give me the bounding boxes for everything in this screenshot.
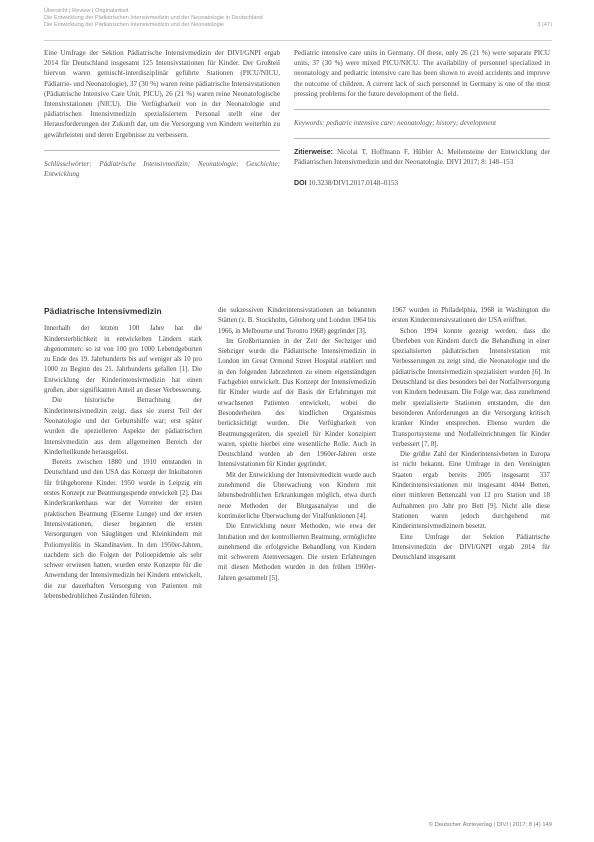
citation-divider — [294, 138, 550, 139]
abstract-english — [294, 48, 550, 198]
abstract-divider-left — [44, 150, 280, 151]
body-paragraph: Bereits zwischen 1880 und 1910 entstanden in Deutschland und den USA das Konzept der Inkubatoren für frühgeborene Kinder. 1950 wurde in Leipzig ein erstes Konzept zur Beatmungsspende entwickelt [2]. Das Kinderkrankenhaus war der Vorreiter der ersten praktischen Beatmung (Eiserne Lunge) und der ersten Intensivstationen, dieser begannen die ersten Versorgungen von Säuglingen und Kleinkindern mit Poliomyelitis in Skandinavien. In den 1950er-Jahren, nachdem sich die Folgen der Polioepidemie als sehr schwer erwiesen hatten, wurden erste Konzepte für die Anwendung der Intensivmedizin bei Kindern entwickelt, die zur dauerhaften Versorgung von Patienten mit lebensbedrohlichen Zuständen führten. — [44, 459, 202, 601]
citation — [294, 147, 550, 167]
abstract-divider-right — [294, 109, 550, 110]
header-line-2: Die Entwicklung der Pädiatrischen Intensivmedizin und der Neonatologie in Deutschland — [44, 15, 263, 21]
body-paragraph: Die historische Betrachtung der Kinderintensivmedizin zeigt, dass sie zuerst Teil der Neonatologie und der Geburtshilfe war; erst später wurden die spezielleren Aspekte der pädiatrischen Intensivmedizin aus dem allgemeinen Bereich der Kinderheilkunde herausgelöst. — [44, 397, 202, 456]
header-line-3 — [44, 22, 552, 29]
body-paragraph: Die größte Zahl der Kinderintensivbetten in Europa ist nicht bekannt. Eine Umfrage in den Vereinigten Staaten ergab bereits 2005 insgesamt 337 Kinderintensivstationen mit insgesamt 4044 Betten, einer mittleren Bettenzahl von 12 pro Station und 18 Aufnahmen pro Jahr pro Bett [9]. Nicht alle diese Stationen waren jedoch durchgehend mit Kinderintensivmedizinern besetzt. — [392, 451, 550, 531]
body-column-2 — [218, 306, 376, 584]
body-paragraph: Im Großbritannien in der Zeit der Sechziger und Siebziger wurde die Pädiatrische Intensivmedizin in London im Great Ormond Street Hospital etabliert und in den folgenden Jahrzehnten zu einem eigenständigen Fachgebiet entwickelt. Das Konzept der Intensivmedizin für Kinder wurde auf der Basis der Erfahrungen mit erwachsenen Patienten entwickelt, wobei die Besonderheiten des kindlichen Organismus berücksichtigt wurden. Die Verfügbarkeit von Beatmungsgeräten, die speziell für Kinder konzipiert waren, spielte hierbei eine wesentliche Rolle. Auch in Deutschland wurden ab den 1960er-Jahren erste Intensivstationen für Kinder gegründet. — [218, 337, 376, 469]
body-paragraph: Die Entwicklung neuer Methoden, wie etwa der Intubation und der kontrollierten Beatmung, ermöglichte zunehmend die erfolgreiche Behandlung von Kindern mit schwerem Atemversagen. Die ersten Erfahrungen mit diesen Methoden wurden in den frühen 1960er-Jahren gesammelt [5]. — [218, 523, 376, 582]
body-paragraph: Mit der Entwicklung der Intensivmedizin wurde auch zunehmend die Überwachung von Kindern mit lebensbedrohlichen Erkrankungen möglich, etwa durch neue Methoden der Blutgasanalyse und die kontinuierliche Überwachung der Vitalfunktionen [4]. — [218, 471, 376, 520]
body-paragraph: die sukzessiven Kinderintensivstationen an bekannten Stätten (z. B. Stockholm, Göteborg und London 1964 bis 1966, in Melbourne und Toronto 1968) gegründet [3]. — [218, 307, 376, 335]
page-footer: © Deutscher Ärzteverlag | DIVI | 2017; 8 (4) 149 — [428, 822, 552, 828]
doi-label: DOI — [294, 178, 307, 187]
running-header — [44, 8, 552, 29]
keywords-german: Schlüsselwörter: Pädiatrische Intensivmedizin; Neonatologie; Geschichte; Entwicklung — [44, 159, 280, 179]
header-page-ref: 3 (47) — [537, 22, 552, 28]
keywords-english: Keywords: pediatric intensive care; neonatology; history; development — [294, 119, 496, 128]
citation-label: Zitierweise: — [294, 148, 334, 157]
body-column-3 — [392, 306, 550, 563]
abstract-english-text: Pediatric intensive care units in Germany. Of these, only 26 (21 %) were separate PICU units, 37 (30 %) were mixed PICU/NICU. The availability of personnel specialized in neonatology and pediatric intensive care has been shown to avoid accidents and improve the outcome of children. A current lack of such personnel in Germany is one of the most pressing problems for the future development of the field. — [294, 49, 550, 98]
header-line-1: Übersicht | Review | Originalarbeit — [44, 8, 129, 14]
header-divider — [44, 40, 552, 41]
abstract-german-text: Eine Umfrage der Sektion Pädiatrische Intensivmedizin der DIVI/GNPI ergab 2014 für Deutschland insgesamt 125 Intensivstationen für Kinder. Der Großteil hiervon waren gemischt-interdisziplinär geführte Stationen (PICU/NICU, Pädiatrie- und Neonatologie), 37 (30 %) waren reine pädiatrische Intensivstationen (Pädiatrische Intensive Care Unit, PICU), 26 (21 %) waren reine Neonatologische Intensivstationen (NICU). Die Verfügbarkeit von in der Neonatologie und pädiatrischen Intensivmedizin spezialisiertem Personal stellt eine der Herausforderungen der Zukunft dar, um die Versorgung von Kindern weiterhin zu gewährleisten und deren Ergebnisse zu verbessern. — [44, 49, 280, 139]
body-paragraph: Schon 1994 konnte gezeigt werden, dass die Überleben von Kindern durch die Behandlung in einer spezialisierten pädiatrischen Intensivstation mit Verbesserungen zu zeigt sind, die Neonatologie und die pädiatrische Intensivmedizin spezialisiert wurden [6]. In Deutschland ist dies besonders bei der Notfallversorgung von Kindern bedeutsam. Die Folge war, dass zunehmend mehr spezialisierte Stationen entstanden, die den besonderen Anforderungen an die Versorgung kritisch kranker Kinder entsprechen. Ebenso wurden die Transportsysteme und Notfalleinrichtungen für Kinder verbessert [7, 8]. — [392, 327, 550, 448]
body-paragraph: Eine Umfrage der Sektion Pädiatrische Intensivmedizin der DIVI/GNPI ergab 2014 für Deutschland insgesamt — [392, 533, 550, 562]
section-heading: Pädiatrische Intensivmedizin — [44, 306, 162, 316]
header-line-3-left: Die Entwicklung der Pädiatrischen Intensivmedizin und der Neonatologie — [44, 22, 225, 28]
doi-value[interactable]: 10.3238/DIVI.2017.0148–0153 — [308, 178, 399, 187]
doi-line — [294, 178, 550, 188]
citation-text: Nicolai T, Hoffmann F, Hübler A: Meilensteine der Entwicklung der Pädiatrischen Intensivmedizin und der Neonatologie. DIVI 2017; 8: 148–153 — [294, 148, 550, 167]
body-paragraph: 1967 wurden in Philadelphia, 1968 in Washington die ersten Kinderintensivstationen der USA eröffnet. — [392, 307, 550, 325]
abstract-german — [44, 48, 280, 189]
body-column-1 — [44, 306, 202, 602]
body-paragraph: Innerhalb der letzten 100 Jahre hat die Kindersterblichkeit in entwickelten Ländern stark abgenommen: so ist von 100 pro 1000 Lebendgeburten zu Ende des 19. Jahrhunderts bis auf weniger als 10 pro 1000 zu Beginn des 21. Jahrhunderts gefallen [1]. Die Entwicklung der Kinderintensivmedizin hat einen großen, aber signifikanten Anteil an dieser Verbesserung. — [44, 325, 202, 395]
